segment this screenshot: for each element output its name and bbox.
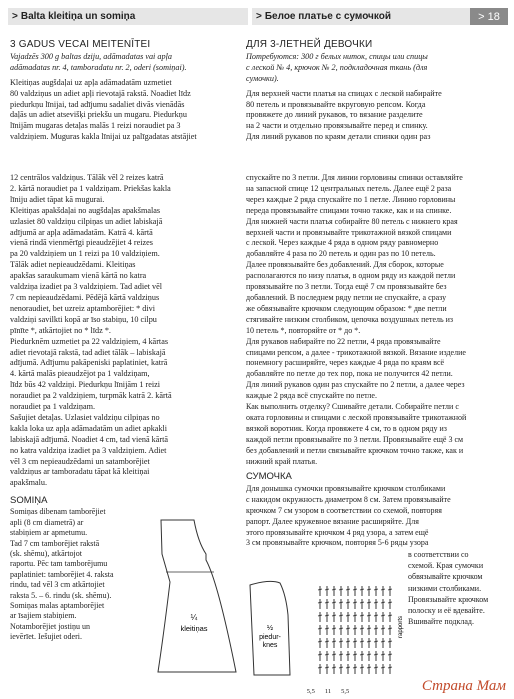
chart-yarnover-mark — [360, 615, 364, 616]
watermark: Страна Мам — [421, 678, 506, 694]
russian-body-text: спускайте по 3 петли. Для линии горловины спинки оставляйте на запасной спице 12 центральных петель. Далее ещё 2 раза через каждые 2 ряда спускайте по 1 петле. Линию горловины переда провязывайте спицами точно также, как и на спинке. Для нижней части платья собирайте 80 петель с нижнего края верхней части и провязывайте трикотажной вязкой спицами с леской. Через каждые 4 ряда в одном ряду равномерно добавляйте 4 раза по 20 петель и один раз по 10 петель. Далее провязывайте без добавлений. Для сборок, которые располагаются по низу платья, в одном ряду из каждой петли провязывайте по 3 петли. Тогда ещё 7 см провязывайте без добавлений. В последнем ряду петли не спускайте, а сразу же обвязывайте крючком следующим образом: * две петли стягивайте низким столбиком, цепочка воздушных петель из 10 петель *, повторяйте от * до *. Для рукавов набирайте по 22 петли, 4 ряда провязывайте спицами репсом, а далее - трикотажной вязкой. Вязание изделие понемногу расширяйте, через каждые 4 ряда по краям всё добавляйте по петле до тех пор, пока не получится 42 петли. Для линий рукавов один раз спускайте по 2 петли, а далее через каждые 2 ряда всё спускайте по петле. Как выполнить отделку? Сшивайте детали. Собирайте петли с оката горловины и спицами с леской провязывайте трикотажной вязкой воротник. Когда провяжете 4 см, то в одном ряду из каждой петли провязывайте по 3 петли. Провязывайте ещё 3 см без добавлений и петли связывайте крючком точно также, как и нижний край платья. — [246, 173, 467, 466]
russian-bag-title: СУМОЧКА — [246, 471, 292, 482]
chart-yarnover-mark — [388, 602, 392, 603]
chart-yarnover-mark — [346, 602, 350, 603]
chart-yarnover-mark — [367, 641, 371, 642]
chart-yarnover-mark — [353, 654, 357, 655]
chart-yarnover-mark — [346, 589, 350, 590]
chart-yarnover-mark — [353, 667, 357, 668]
chart-yarnover-mark — [353, 628, 357, 629]
chart-yarnover-mark — [360, 589, 364, 590]
chart-yarnover-mark — [353, 589, 357, 590]
latvian-materials: Vajadzēs 300 g baltas dziju, adāmadatas vai apļa adāmadatas nr. 4, tamboradatu nr. 2, oderi (somiņai). — [10, 51, 187, 72]
chart-yarnover-mark — [367, 602, 371, 603]
page-number-badge — [470, 8, 508, 25]
header-left-title — [8, 8, 248, 25]
dress-name-label: kleitiņas — [180, 624, 208, 633]
latvian-intro-text: Kleitiņas augšdaļai uz apļa adāmadatām uzmetiet 80 valdziņus un adiet apļi rievotajā rakstā. Noadiet līdz piedurkņu līnijai, tad adījumu sadaliet divās vienādās daļās un adiet atsevišķi priekšu un mugaru. Piedurkņu līnijām mugaras detaļas malās 1 reizi noraudiet pa 3 valdziņiem. Muguras kakla līnijai uz palīgadatas atstājiet — [10, 77, 197, 142]
page-number: 18 — [487, 10, 500, 23]
sleeve-name-label-2: knes — [262, 642, 278, 649]
chart-yarnover-mark — [346, 667, 350, 668]
latvian-body — [10, 173, 242, 489]
chart-yarnover-mark — [325, 667, 329, 668]
chart-yarnover-mark — [374, 589, 378, 590]
chart-yarnover-mark — [374, 602, 378, 603]
latvian-bag-section — [10, 494, 132, 643]
chart-yarnover-mark — [388, 589, 392, 590]
chart-yarnover-mark — [318, 589, 322, 590]
russian-bag-narrow: в соответствии со схемой. Края сумочки обвязывайте крючком низкими столбиками. Провязывайте крючком полоску и её вдевайте. Вшивайте подклад. — [408, 550, 489, 627]
latvian-bag-title: SOMIŅA — [10, 495, 48, 506]
chart-yarnover-mark — [318, 654, 322, 655]
header-left-text: Balta kleitiņa un somiņa — [20, 11, 136, 22]
chart-yarnover-mark — [325, 654, 329, 655]
russian-intro — [246, 40, 496, 143]
chart-yarnover-mark — [325, 615, 329, 616]
chart-yarnover-mark — [381, 615, 385, 616]
chart-yarnover-mark — [339, 641, 343, 642]
page-arrow-icon: > — [478, 10, 485, 23]
chart-yarnover-mark — [367, 615, 371, 616]
chart-yarnover-mark — [381, 654, 385, 655]
russian-bag-text: Для донышка сумочки провязывайте крючком столбиками с накидом окружность диаметром 8 см. Затем провязывайте крючком 7 см узором в соответствии со схемой, повторяя рапорт. Далее кружевное вязание расширяйте. Для этого провязывайте крючком 4 ряд узора, а затем ещё 3 см провязывайте крючком, повторяя 5-6 ряды узора — [246, 483, 451, 548]
chart-yarnover-mark — [367, 654, 371, 655]
dim-left: 5,5 — [306, 688, 315, 695]
chart-yarnover-mark — [325, 628, 329, 629]
chart-dimensions — [248, 688, 408, 696]
chart-yarnover-mark — [346, 654, 350, 655]
chart-yarnover-mark — [318, 641, 322, 642]
chart-yarnover-mark — [367, 628, 371, 629]
chart-yarnover-mark — [388, 667, 392, 668]
chart-yarnover-mark — [388, 628, 392, 629]
chart-yarnover-mark — [374, 628, 378, 629]
chart-yarnover-mark — [339, 667, 343, 668]
latvian-body-text: 12 centrālos valdziņus. Tālāk vēl 2 reizes katrā 2. kārtā noraudiet pa 1 valdziņam. Priekšas kakla līniju adiet tāpat kā mugurai. Kleitiņas apakšdaļai no augšdaļas apakšmalas uzlasiet 80 valdziņu cilpiņas un adiet labiskajā adījumā ar apļa adāmadatām. Katrā 4. kārtā vienā rindā vienmērīgi pieaudzējiet 4 reizes pa 20 valdziņiem un 1 reizi pa 10 valdziņiem. Tālāk adiet nepieaudzēdami. Kleitiņas apakšas saraukumam vienā kārtā no katra valdziņa izadiet pa 3 valdziņiem. Tad adiet vēl 7 cm nepieaudzēdami. Pēdējā kārtā valdziņus nenoraudiet, bet uzreiz aptamborējiet: * divi valdziņi savilkti kopā ar īso stabiņu, 10 cilpu pīnīte *, atkārtojiet no * līdz *. Piedurknēm uzmetiet pa 22 valdziņiem, 4 kārtas adiet rievotajā rakstā, tad adiet tālāk – labiskajā adījumā. Adījumu pakāpeniski paplatiniet, katrā 4. kārtā malās pieaudzējot pa 1 valdziņam, līdz būs 42 valdziņi. Piedurkņu līnijām 1 reizi noraudiet pa 2 valdziņiem, turpmāk katrā 2. kārtā noraudiet pa 1 valdziņam. Sašujiet detaļas. Uzlasiet valdziņu cilpiņas no kakla loka uz apļa adāmadatām un adiet apkakli labiskajā adījumā. Noadiet 4 cm, tad vienā kārtā no katra valdziņa izadiet pa 3 valdziņiem. Adiet vēl 3 cm nepieaudzēdami un satamborējiet valdziņus ar tamboradatu tāpat kā kleitiņai apakšmalu. — [10, 173, 172, 488]
dress-fraction-label: ¼ — [190, 613, 198, 622]
latvian-title: 3 GADUS VECAI MEITENĪTEI — [10, 39, 151, 50]
chart-yarnover-mark — [381, 589, 385, 590]
chart-yarnover-mark — [318, 667, 322, 668]
chart-yarnover-mark — [332, 615, 336, 616]
chart-yarnover-mark — [374, 615, 378, 616]
chart-yarnover-mark — [339, 615, 343, 616]
russian-intro-text: Для верхней части платья на спицах с леской набирайте 80 петель и провязывайте вкруговую репсом. Когда провяжете до линий рукавов, то вязание разделите на 2 части и отдельно провязывайте перед и спинку. Для линий рукавов по краям детали спинки один раз — [246, 88, 442, 142]
chart-yarnover-mark — [318, 602, 322, 603]
chart-yarnover-mark — [367, 589, 371, 590]
chart-yarnover-mark — [381, 628, 385, 629]
chart-yarnover-mark — [388, 615, 392, 616]
chart-yarnover-mark — [346, 641, 350, 642]
chart-yarnover-mark — [332, 641, 336, 642]
chart-yarnover-mark — [339, 589, 343, 590]
chart-yarnover-mark — [360, 667, 364, 668]
chart-yarnover-mark — [353, 641, 357, 642]
chart-yarnover-mark — [374, 667, 378, 668]
chart-yarnover-mark — [332, 654, 336, 655]
chart-yarnover-mark — [388, 641, 392, 642]
chart-yarnover-mark — [339, 602, 343, 603]
chart-yarnover-mark — [332, 589, 336, 590]
chart-yarnover-mark — [388, 654, 392, 655]
chart-yarnover-mark — [332, 628, 336, 629]
chart-yarnover-mark — [360, 654, 364, 655]
russian-bag-section — [246, 470, 504, 549]
chart-yarnover-mark — [325, 589, 329, 590]
dim-right: 5,5 — [341, 688, 350, 695]
chart-side-label: rapports — [398, 615, 404, 638]
chart-yarnover-mark — [374, 654, 378, 655]
chart-yarnover-mark — [360, 602, 364, 603]
russian-materials: Потребуются: 300 г белых ниток, спицы или спицы с леской № 4, крючок № 2, подкладочная ткань (для сумочки). — [246, 51, 428, 83]
chart-yarnover-mark — [353, 602, 357, 603]
chart-yarnover-mark — [346, 628, 350, 629]
chart-yarnover-mark — [381, 641, 385, 642]
chart-yarnover-mark — [346, 615, 350, 616]
chart-yarnover-mark — [325, 641, 329, 642]
dress-outline — [158, 520, 236, 672]
sleeve-fraction-label: ½ — [266, 623, 274, 632]
chart-yarnover-mark — [367, 667, 371, 668]
chart-yarnover-mark — [360, 641, 364, 642]
chart-yarnover-mark — [381, 667, 385, 668]
russian-title: ДЛЯ 3-ЛЕТНЕЙ ДЕВОЧКИ — [246, 39, 373, 50]
chart-yarnover-mark — [381, 602, 385, 603]
arrow-icon: > — [256, 11, 262, 22]
chart-yarnover-mark — [325, 602, 329, 603]
chart-yarnover-mark — [332, 667, 336, 668]
crochet-chart — [314, 578, 410, 688]
chart-yarnover-mark — [318, 615, 322, 616]
sleeve-name-label: piedur- — [259, 634, 281, 641]
chart-yarnover-mark — [332, 602, 336, 603]
chart-yarnover-mark — [339, 654, 343, 655]
latvian-intro — [10, 40, 246, 143]
dress-schematic — [136, 512, 256, 692]
chart-yarnover-mark — [360, 628, 364, 629]
chart-yarnover-mark — [318, 628, 322, 629]
header-right-title — [252, 8, 470, 25]
chart-yarnover-mark — [353, 615, 357, 616]
arrow-icon: > — [12, 11, 18, 22]
russian-body — [246, 173, 504, 467]
header-right-text: Белое платье с сумочкой — [264, 11, 391, 22]
chart-yarnover-mark — [339, 628, 343, 629]
sleeve-schematic — [240, 575, 306, 695]
latvian-bag-text: Somiņas dibenam tamborējiet apli (8 cm diametrā) ar stabiņiem ar apmetumu. Tad 7 cm tamborējiet rakstā (sk. shēmu), atkārtojot raportu. Pēc tam tamborējumu paplatiniet: tamborējiet 4. raksta rindu, tad vēl 3 cm atkārtojiet raksta 5. – 6. rindu (sk. shēmu). Somiņas malas aptamborējiet ar īsajiem stabiņiem. Notamborējiet jostiņu un ievērīet. Iešujiet oderi. — [10, 507, 114, 642]
chart-yarnover-mark — [374, 641, 378, 642]
dim-mid: 11 — [324, 688, 332, 695]
